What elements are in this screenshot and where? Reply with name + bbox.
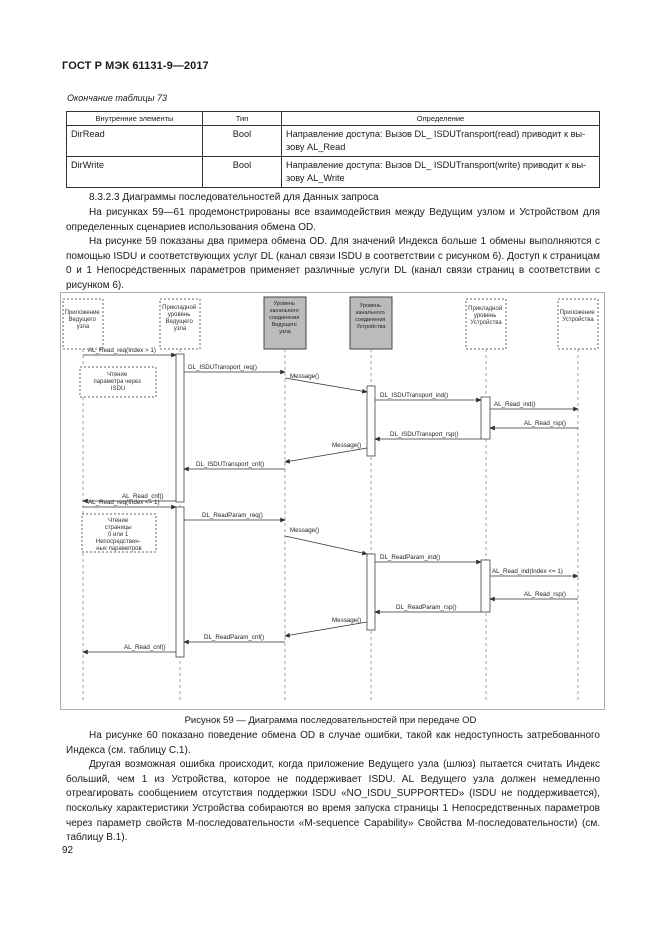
label-al-read-rsp-1: AL_Read_rsp() [524,420,566,427]
label-dl-rp-cnf: DL_ReadParam_cnf() [204,634,265,641]
table-row [67,126,600,157]
arrow-message-1 [285,378,367,392]
label-al-read-req-1: AL_Read_req(Index > 1) [88,347,156,354]
cell-name: DirRead [67,126,203,157]
lifeline-master-app [63,299,103,349]
label-dl-isdu-cnf: DL_ISDUTransport_cnf() [196,461,265,468]
label-al-read-ind-1: AL_Read_ind() [494,401,536,408]
column-header: Определение [282,112,600,126]
page-number: 92 [62,845,74,856]
lifeline-master-al [160,299,200,349]
svg-text:Уровень канального: Уровень канального соединения Ведущего узла [269,301,300,335]
lifeline-master-dl [264,297,306,349]
cell-definition [282,126,600,157]
definition-line: зову AL_Read [286,142,346,152]
definition-line: зову AL_Write [286,173,345,183]
cell-type: Bool [203,157,282,188]
svg-text:Приложение Ведущего: Приложение Ведущего узла [64,310,100,330]
label-dl-rp-req: DL_ReadParam_req() [202,512,263,519]
label-dl-isdu-req: DL_ISDUTransport_req() [188,364,257,371]
svg-text:Чтение параметра через: Чтение параметра через ISDU [93,372,141,392]
label-al-read-req-2: AL_Read_req(Index <= 1) [88,499,160,506]
svg-text:Прикладной уровень: Прикладной уровень Ведущего узла [162,305,197,332]
table-header-row [67,112,600,126]
svg-text:Прикладной уровень: Прикладной уровень Устройства [468,306,503,326]
paragraph: На рисунках 59—61 продемонстрированы все взаимодействия между Ведущим узлом и Устройством для определенных сценариев использования обмена OD. [66,207,600,233]
definition-line: Направление доступа: Вызов DL_ ISDUTransport(write) приводит к вы- [286,160,587,170]
label-dl-isdu-rsp: DL_ISDUTransport_rsp() [390,431,459,438]
lifeline-device-dl [350,297,392,349]
label-al-read-cnf-2: AL_Read_cnf() [124,644,166,651]
definition-line: Направление доступа: Вызов DL_ ISDUTransport(read) приводит к вы- [286,129,586,139]
svg-text:Чтение страницы 0: Чтение страницы 0 или 1 Непосредствен- ных параметров [95,518,142,552]
label-al-read-rsp-2: AL_Read_rsp() [524,591,566,598]
label-al-read-cnf-1: AL_Read_cnf() [122,493,164,500]
body-paragraphs [66,729,600,846]
intro-paragraphs [66,206,600,294]
label-message-3: Message() [290,527,320,534]
column-header: Тип [203,112,282,126]
arrow-message-4 [285,622,367,636]
note-direct-params [82,514,156,552]
svg-text:Приложение Устройства: Приложение Устройства [559,310,595,323]
label-message-1: Message() [290,373,320,380]
arrow-message-2 [285,448,367,462]
section-title: 8.3.2.3 Диаграммы последовательностей для Данных запроса [89,192,379,203]
document-header: ГОСТ Р МЭК 61131-9—2017 [62,60,209,72]
table-caption: Окончание таблицы 73 [67,93,167,103]
paragraph: Другая возможная ошибка происходит, когда приложение Ведущего узла (шлюз) пытается считать Индекс больший, чем 1 из Устройства, которое не поддерживает ISDU. AL Ведущего узла должен немедленно отреагировать сообщением отсутствия поддержки ISDU «NO_ISDU_SUPPORTED» (ISDU не поддерживается), поскольку характеристики Устройства собираются во время запуска страницы 1 Непосредственных параметров через параметр свойств M-последовательности «M-sequence Capability» Свойства M-последовательности) (см. таблицу B.1). [66,759,600,844]
arrow-message-3 [285,536,367,554]
paragraph: На рисунке 59 показаны два примера обмена OD. Для значений Индекса больше 1 обмены выполняются с помощью ISDU и соответствующих услуг DL (канал связи ISDU в соответствии с рисунком 6). Доступ к страницам 0 и 1 Непосредственных параметров применяет различные услуги DL (канал связи страниц в соответствии с рисунком 6). [66,236,600,291]
label-al-read-ind-2: AL_Read_ind(Index <= 1) [492,568,563,575]
activation-bars [176,354,490,657]
lifeline-device-al [466,299,506,349]
cell-name: DirWrite [67,157,203,188]
column-header: Внутренние элементы [67,112,203,126]
label-dl-isdu-ind: DL_ISDUTransport_ind() [380,392,449,399]
label-dl-rp-ind: DL_ReadParam_ind() [380,554,441,561]
cell-definition [282,157,600,188]
cell-type: Bool [203,126,282,157]
figure-caption: Рисунок 59 — Диаграмма последовательностей при передаче OD [184,715,477,726]
table-row [67,157,600,188]
sequence-diagram [60,292,605,712]
label-message-4: Message() [332,617,362,624]
note-isdu [80,367,156,397]
paragraph: На рисунке 60 показано поведение обмена OD в случае ошибки, такой как недоступность затребованного Индекса (см. таблицу C.1). [66,730,600,756]
svg-text:Уровень канального: Уровень канального соединения Устройства [355,303,386,330]
label-message-2: Message() [332,442,362,449]
lifeline-device-app [558,299,598,349]
label-dl-rp-rsp: DL_ReadParam_rsp() [396,604,457,611]
table-73 [66,111,600,188]
